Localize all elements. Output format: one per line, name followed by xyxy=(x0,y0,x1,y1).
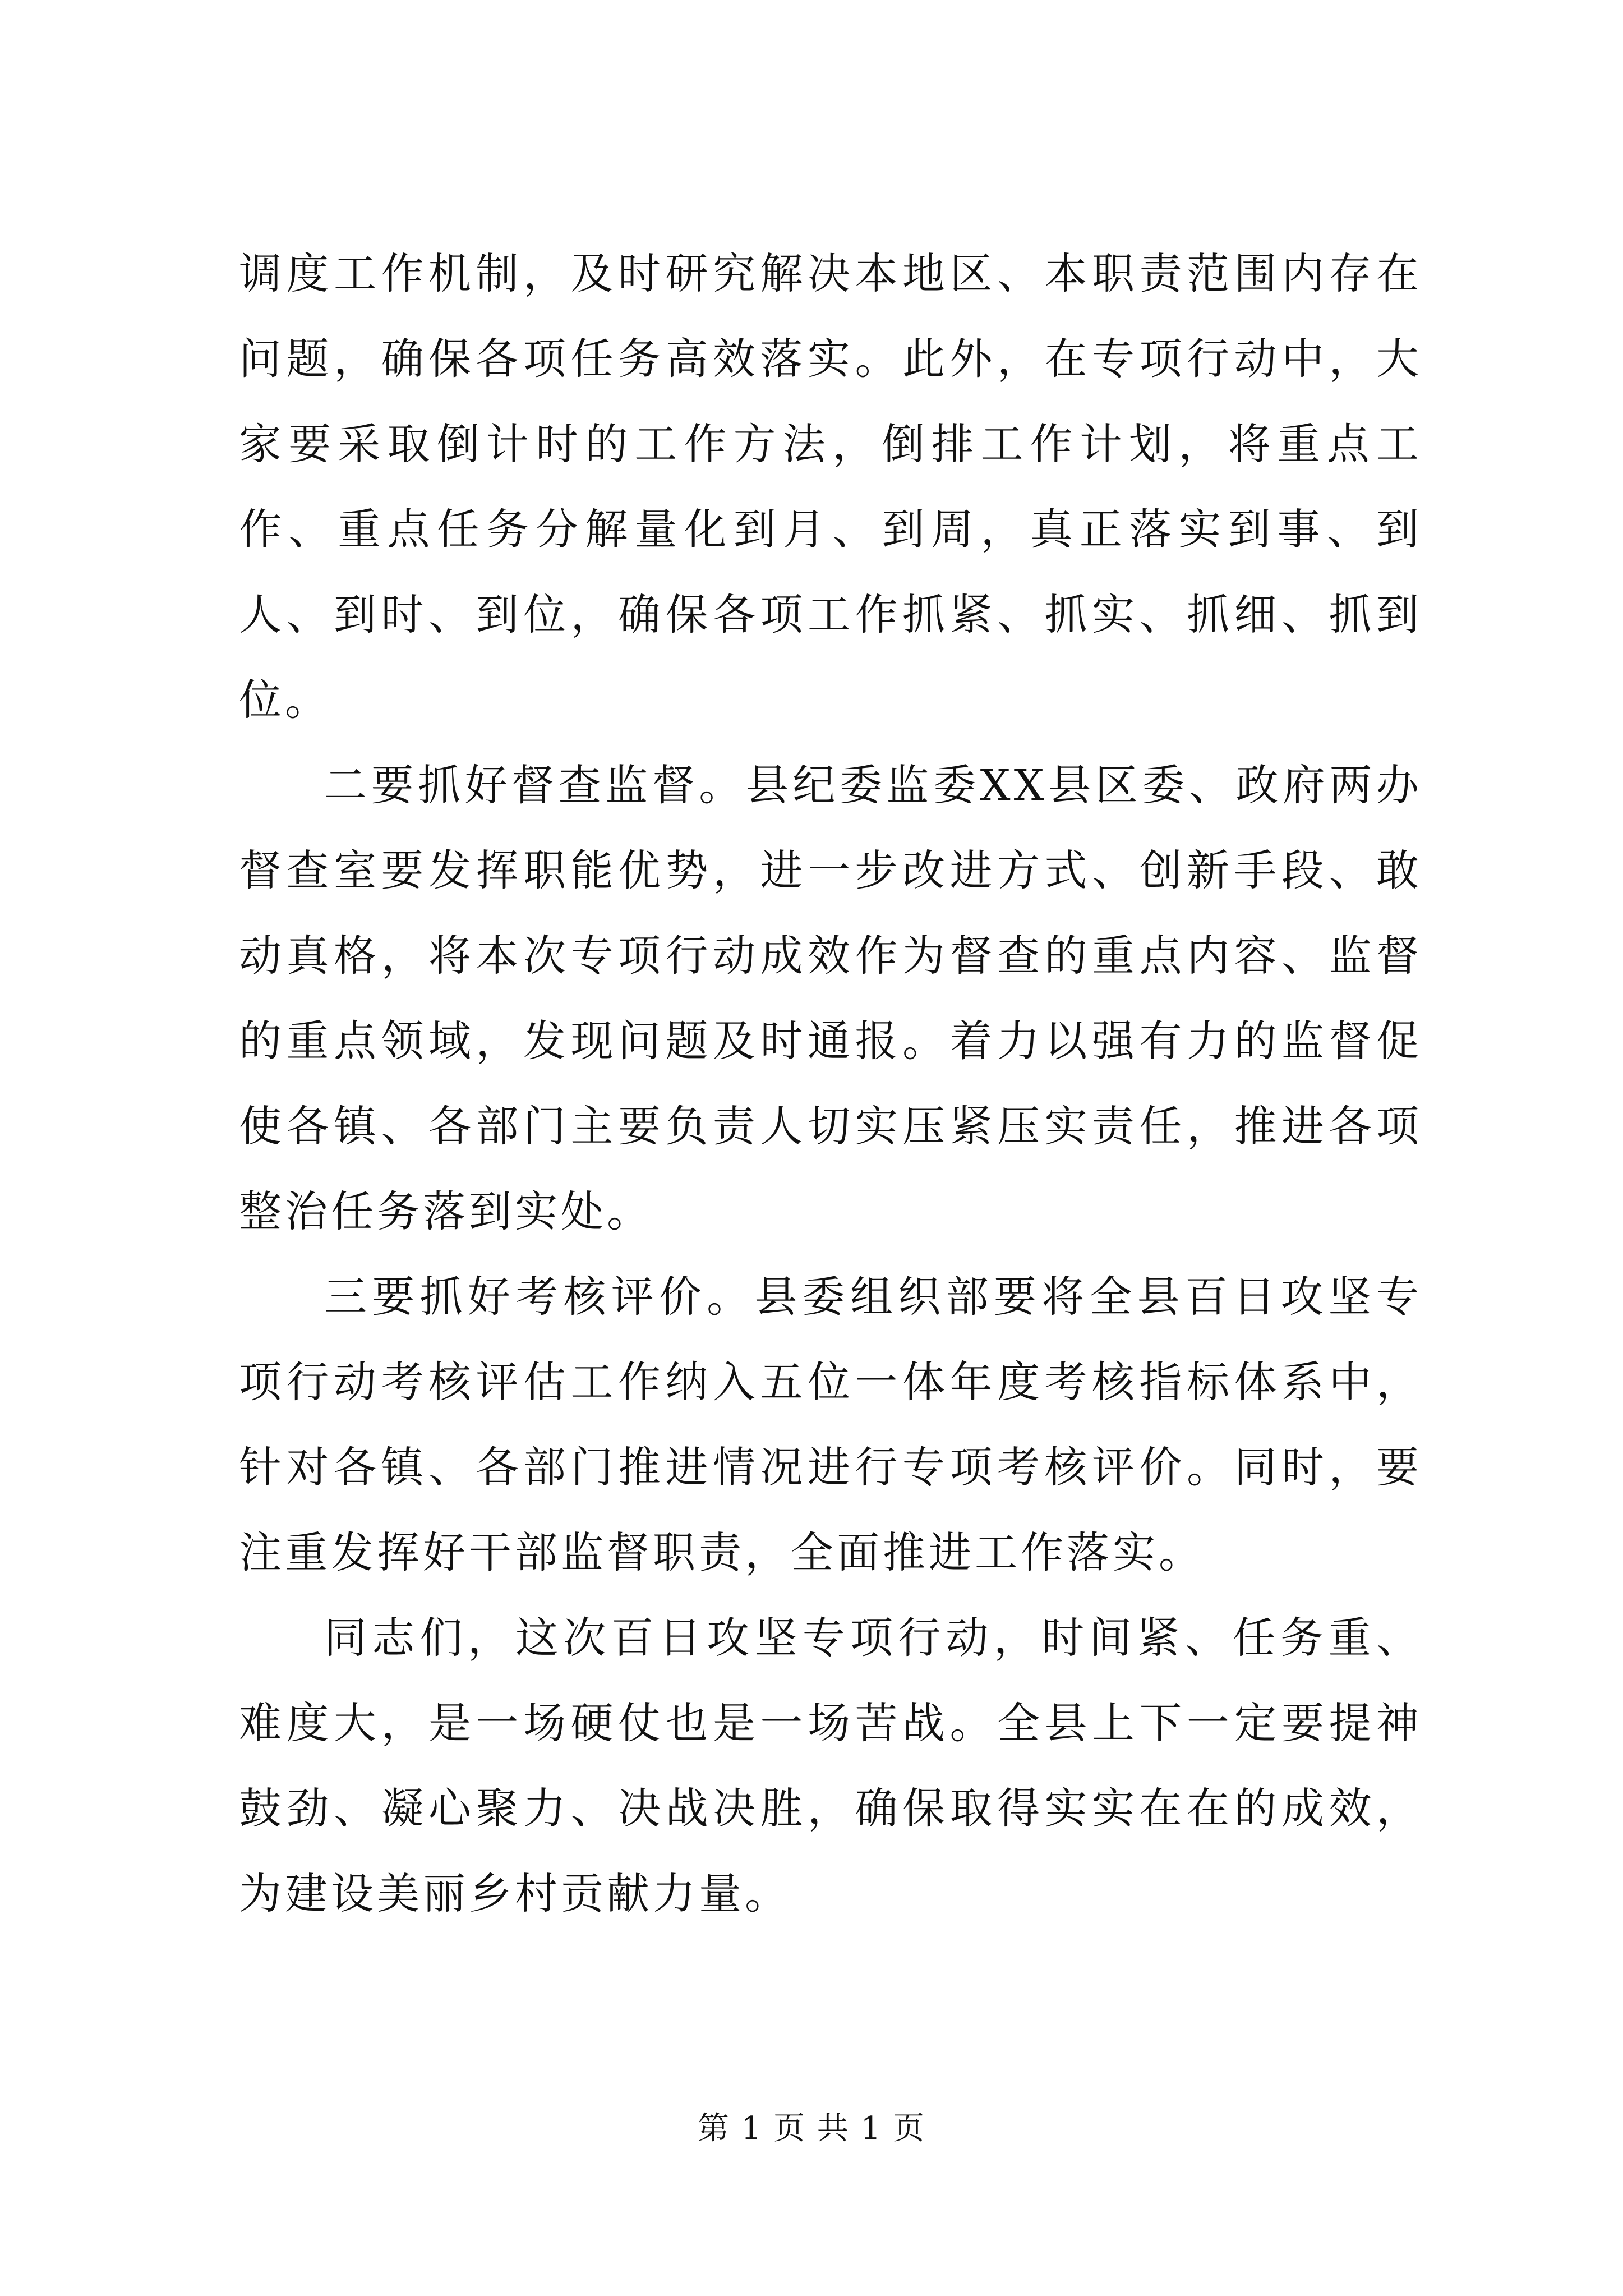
paragraph-assessment: 三要抓好考核评价。县委组织部要将全县百日攻坚专项行动考核评估工作纳入五位一体年度考核指标体系中，针对各镇、各部门推进情况进行专项考核评价。同时，要注重发挥好干部监督职责，全面推进工作落实。 xyxy=(239,1272,1422,1577)
paragraph-continuation: 调度工作机制，及时研究解决本地区、本职责范围内存在问题，确保各项任务高效落实。此外，在专项行动中，大家要采取倒计时的工作方法，倒排工作计划，将重点工作、重点任务分解量化到月、到周，真正落实到事、到人、到时、到位，确保各项工作抓紧、抓实、抓细、抓到位。 xyxy=(239,249,1422,725)
document-body xyxy=(239,231,1422,1936)
page-footer: 第 1 页 共 1 页 xyxy=(697,2110,926,2147)
paragraph-closing: 同志们，这次百日攻坚专项行动，时间紧、任务重、难度大，是一场硬仗也是一场苦战。全县上下一定要提神鼓劲、凝心聚力、决战决胜，确保取得实实在在的成效，为建设美丽乡村贡献力量。 xyxy=(239,1613,1422,1918)
paragraph-supervision: 二要抓好督查监督。县纪委监委XX县区委、政府两办督查室要发挥职能优势，进一步改进方式、创新手段、敢动真格，将本次专项行动成效作为督查的重点内容、监督的重点领域，发现问题及时通报。着力以强有力的监督促使各镇、各部门主要负责人切实压紧压实责任，推进各项整治任务落到实处。 xyxy=(239,760,1422,1236)
